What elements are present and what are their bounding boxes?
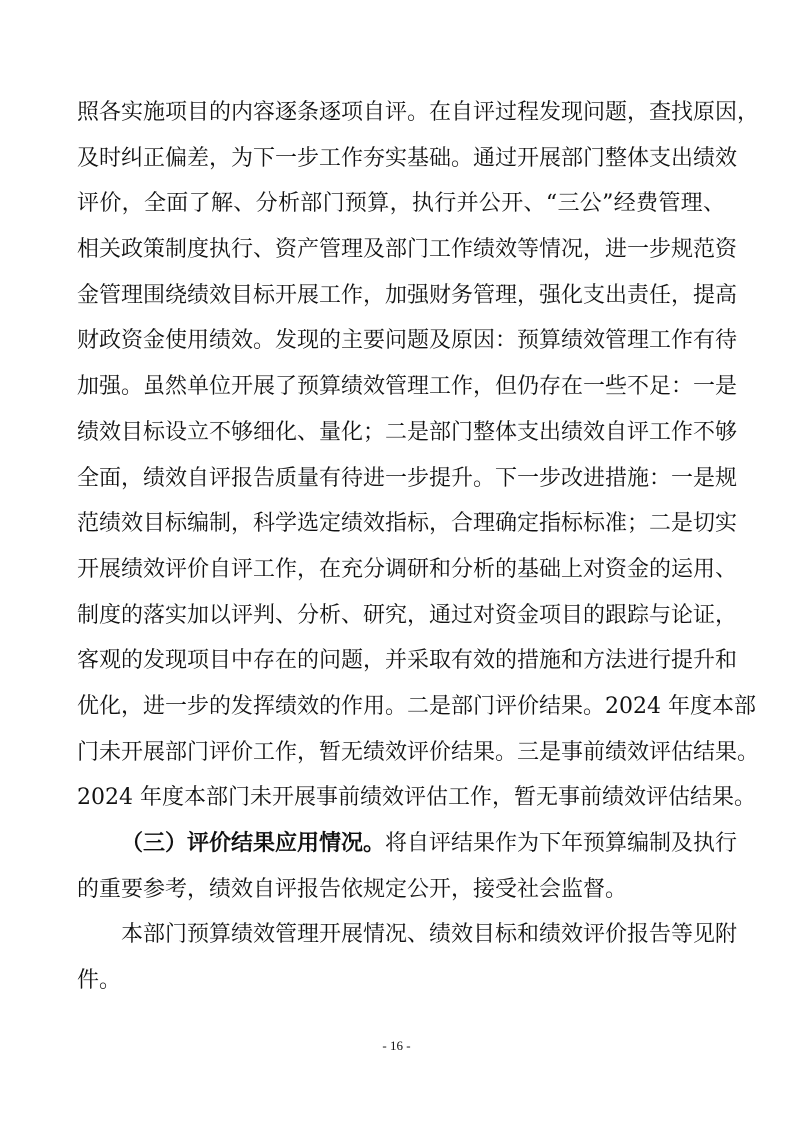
- text-line: 开展绩效评价自评工作，在充分调研和分析的基础上对资金的运用、: [77, 556, 738, 582]
- text-line: 客观的发现项目中存在的问题，并采取有效的措施和方法进行提升和: [77, 648, 738, 674]
- text-line: 财政资金使用绩效。发现的主要问题及原因：预算绩效管理工作有待: [77, 328, 738, 354]
- text-line: 相关政策制度执行、资产管理及部门工作绩效等情况，进一步规范资: [77, 237, 738, 263]
- heading-continuation: 将自评结果作为下年预算编制及执行: [385, 831, 738, 856]
- page-number: - 16 -: [382, 1038, 411, 1053]
- paragraph-result-application: [77, 821, 738, 912]
- section-heading: （三）评价结果应用情况。: [121, 830, 386, 856]
- text-line: 门未开展部门评价工作，暂无绩效评价结果。三是事前绩效评估结果。: [77, 739, 760, 765]
- text-line: [77, 821, 738, 867]
- text-line: 绩效目标设立不够细化、量化；二是部门整体支出绩效自评工作不够: [77, 419, 738, 445]
- text-line: 制度的落实加以评判、分析、研究，通过对资金项目的跟踪与论证，: [77, 602, 738, 628]
- text-line: 及时纠正偏差，为下一步工作夯实基础。通过开展部门整体支出绩效: [77, 145, 738, 171]
- text-line: 评价，全面了解、分析部门预算，执行并公开、“三公”经费管理、: [77, 191, 725, 217]
- document-body: [77, 90, 760, 1004]
- text-line: 本部门预算绩效管理开展情况、绩效目标和绩效评价报告等见附: [121, 922, 738, 948]
- text-line: 范绩效目标编制，科学选定绩效指标，合理确定指标标准；二是切实: [77, 511, 738, 537]
- text-line: 照各实施项目的内容逐条逐项自评。在自评过程发现问题，查找原因，: [77, 100, 760, 125]
- paragraph-attachments-note: [77, 912, 738, 1003]
- text-line: 2024 年度本部门未开展事前绩效评估工作，暂无事前绩效评估结果。: [77, 785, 756, 811]
- text-line: 加强。虽然单位开展了预算绩效管理工作，但仍存在一些不足：一是: [77, 374, 738, 400]
- text-line: 金管理围绕绩效目标开展工作，加强财务管理，强化支出责任，提高: [77, 282, 738, 308]
- text-line: 件。: [77, 968, 122, 994]
- text-line: 优化，进一步的发挥绩效的作用。二是部门评价结果。2024 年度本部: [77, 693, 756, 719]
- paragraph-evaluation-details: [77, 90, 760, 821]
- text-line: 全面，绩效自评报告质量有待进一步提升。下一步改进措施：一是规: [77, 465, 738, 491]
- text-line: 的重要参考，绩效自评报告依规定公开，接受社会监督。: [77, 876, 628, 902]
